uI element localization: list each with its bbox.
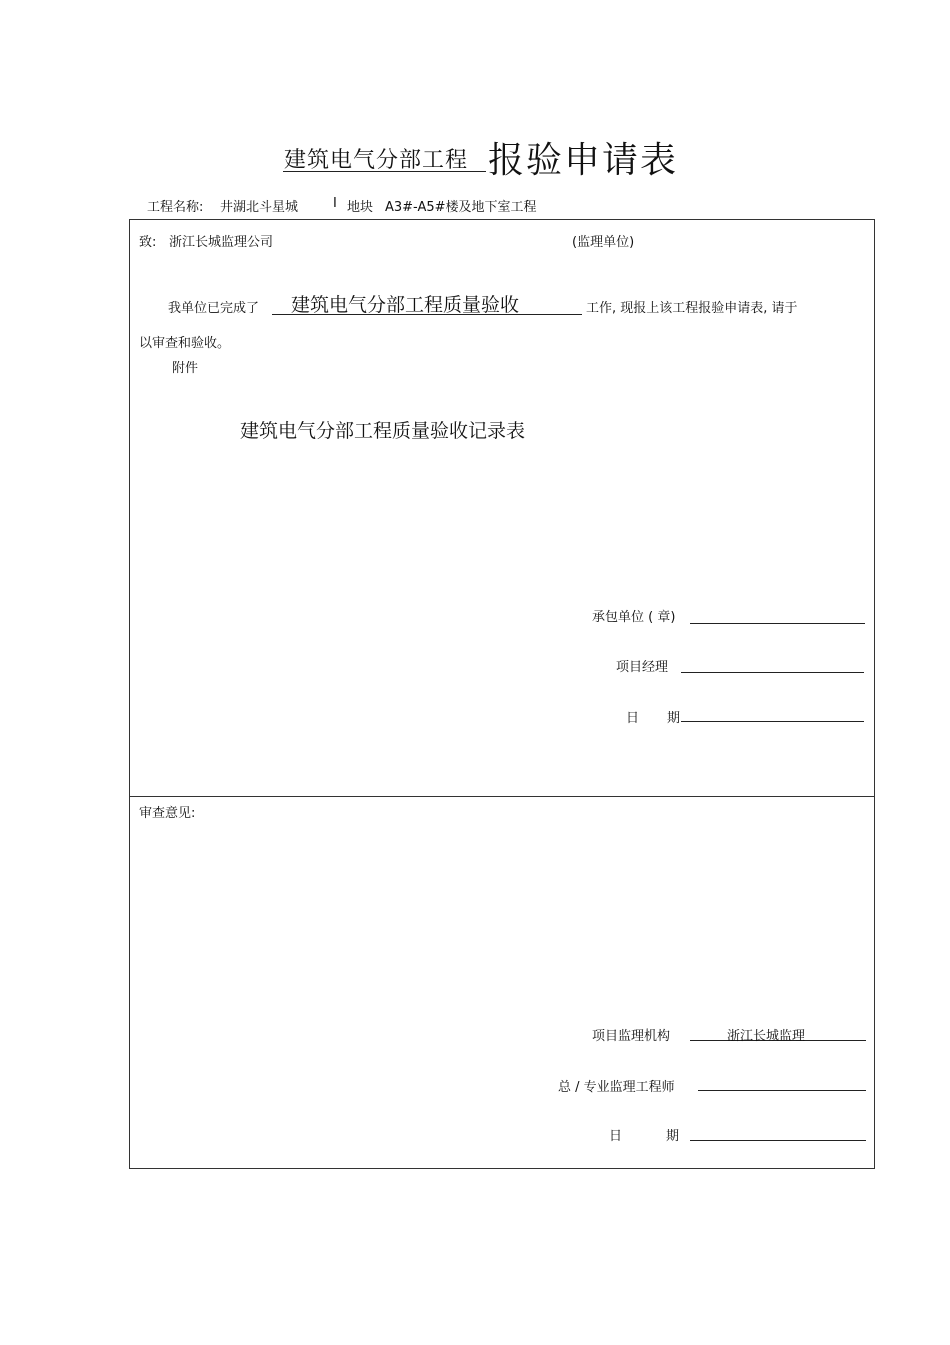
manager-label: 项目经理 <box>616 660 669 675</box>
review-date-label-char1: 日 <box>609 1129 623 1144</box>
contractor-label: 承包单位 ( 章) <box>592 610 676 625</box>
review-section <box>129 796 875 1169</box>
engineer-label: 总 / 专业监理工程师 <box>558 1080 675 1095</box>
review-date-label-char2: 期 <box>666 1129 680 1144</box>
engineer-line <box>698 1090 866 1091</box>
to-company: 浙江长城监理公司 <box>169 235 274 250</box>
supervision-org-label: 项目监理机构 <box>592 1029 671 1044</box>
page-title: 报验申请表 <box>488 140 679 181</box>
manager-line <box>681 672 864 673</box>
review-date-line <box>690 1140 866 1141</box>
supervision-org-value: 浙江长城监理 <box>727 1029 806 1044</box>
attachment-item: 建筑电气分部工程质量验收记录表 <box>240 420 526 442</box>
title-prefix: 建筑电气分部工程 <box>284 148 469 173</box>
project-name-part3: 地块 <box>347 200 374 215</box>
date-line <box>681 721 864 722</box>
contractor-line <box>690 623 865 624</box>
attachment-label: 附件 <box>172 361 199 376</box>
review-opinion-label: 审查意见: <box>139 806 196 821</box>
project-name-part4: A3#-A5#楼及地下室工程 <box>385 200 537 215</box>
supervisor-unit-label: (监理单位) <box>572 235 635 250</box>
body-line2: 以审查和验收。 <box>139 336 231 351</box>
work-item: 建筑电气分部工程质量验收 <box>291 294 520 316</box>
body-suffix: 工作, 现报上该工程报验申请表, 请于 <box>586 301 798 316</box>
project-label: 工程名称: <box>147 200 204 215</box>
body-prefix: 我单位已完成了 <box>168 301 260 316</box>
to-label: 致: <box>139 235 157 250</box>
date-label-char2: 期 <box>667 711 681 726</box>
date-label-char1: 日 <box>626 711 640 726</box>
project-name-part1: 井湖北斗星城 <box>220 200 299 215</box>
project-name-part2: I <box>333 196 337 211</box>
